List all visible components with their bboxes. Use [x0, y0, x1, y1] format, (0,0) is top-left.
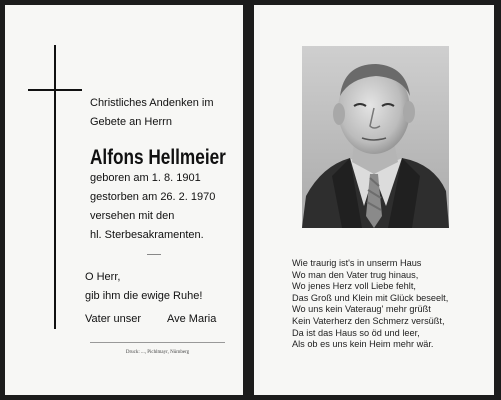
left-card — [5, 5, 243, 395]
poem-line-8: Als ob es uns kein Heim mehr wär. — [292, 339, 434, 350]
poem-line-2: Wo man den Vater trug hinaus, — [292, 269, 419, 280]
portrait-image — [302, 46, 449, 228]
poem — [292, 258, 462, 351]
birth-date: geboren am 1. 8. 1901 — [90, 172, 201, 184]
intro-line-1: Christliches Andenken im — [90, 97, 214, 109]
portrait-photo — [302, 46, 449, 228]
cross-icon-bar — [28, 89, 82, 91]
poem-line-3: Wo jenes Herz voll Liebe fehlt, — [292, 281, 416, 292]
printer-rule — [90, 342, 225, 343]
death-date: gestorben am 26. 2. 1970 — [90, 191, 216, 203]
sacraments-line-2: hl. Sterbesakramenten. — [90, 229, 204, 241]
ave-maria: Ave Maria — [167, 313, 217, 325]
intro-line-2: Gebete an Herrn — [90, 116, 172, 128]
poem-line-1: Wie traurig ist's in unserm Haus — [292, 258, 422, 268]
poem-line-4: Das Groß und Klein mit Glück beseelt, — [292, 292, 449, 303]
poem-line-6: Kein Vaterherz den Schmerz versüßt, — [292, 315, 445, 326]
poem-line-5: Wo uns kein Vateraug' mehr grüßt — [292, 304, 431, 315]
vater-unser: Vater unser — [85, 313, 142, 325]
divider — [147, 254, 161, 255]
poem-line-7: Da ist das Haus so öd und leer, — [292, 327, 420, 338]
sacraments-line-1: versehen mit den — [90, 210, 175, 222]
deceased-name: Alfons Hellmeier — [90, 146, 226, 169]
prayer-line-1: O Herr, — [85, 271, 121, 283]
prayer-line-2: gib ihm die ewige Ruhe! — [85, 290, 203, 302]
printer-imprint: Druck: ..., Pichlmayr, Nürnberg — [125, 350, 190, 355]
cross-icon — [54, 45, 56, 329]
right-card — [254, 5, 494, 395]
